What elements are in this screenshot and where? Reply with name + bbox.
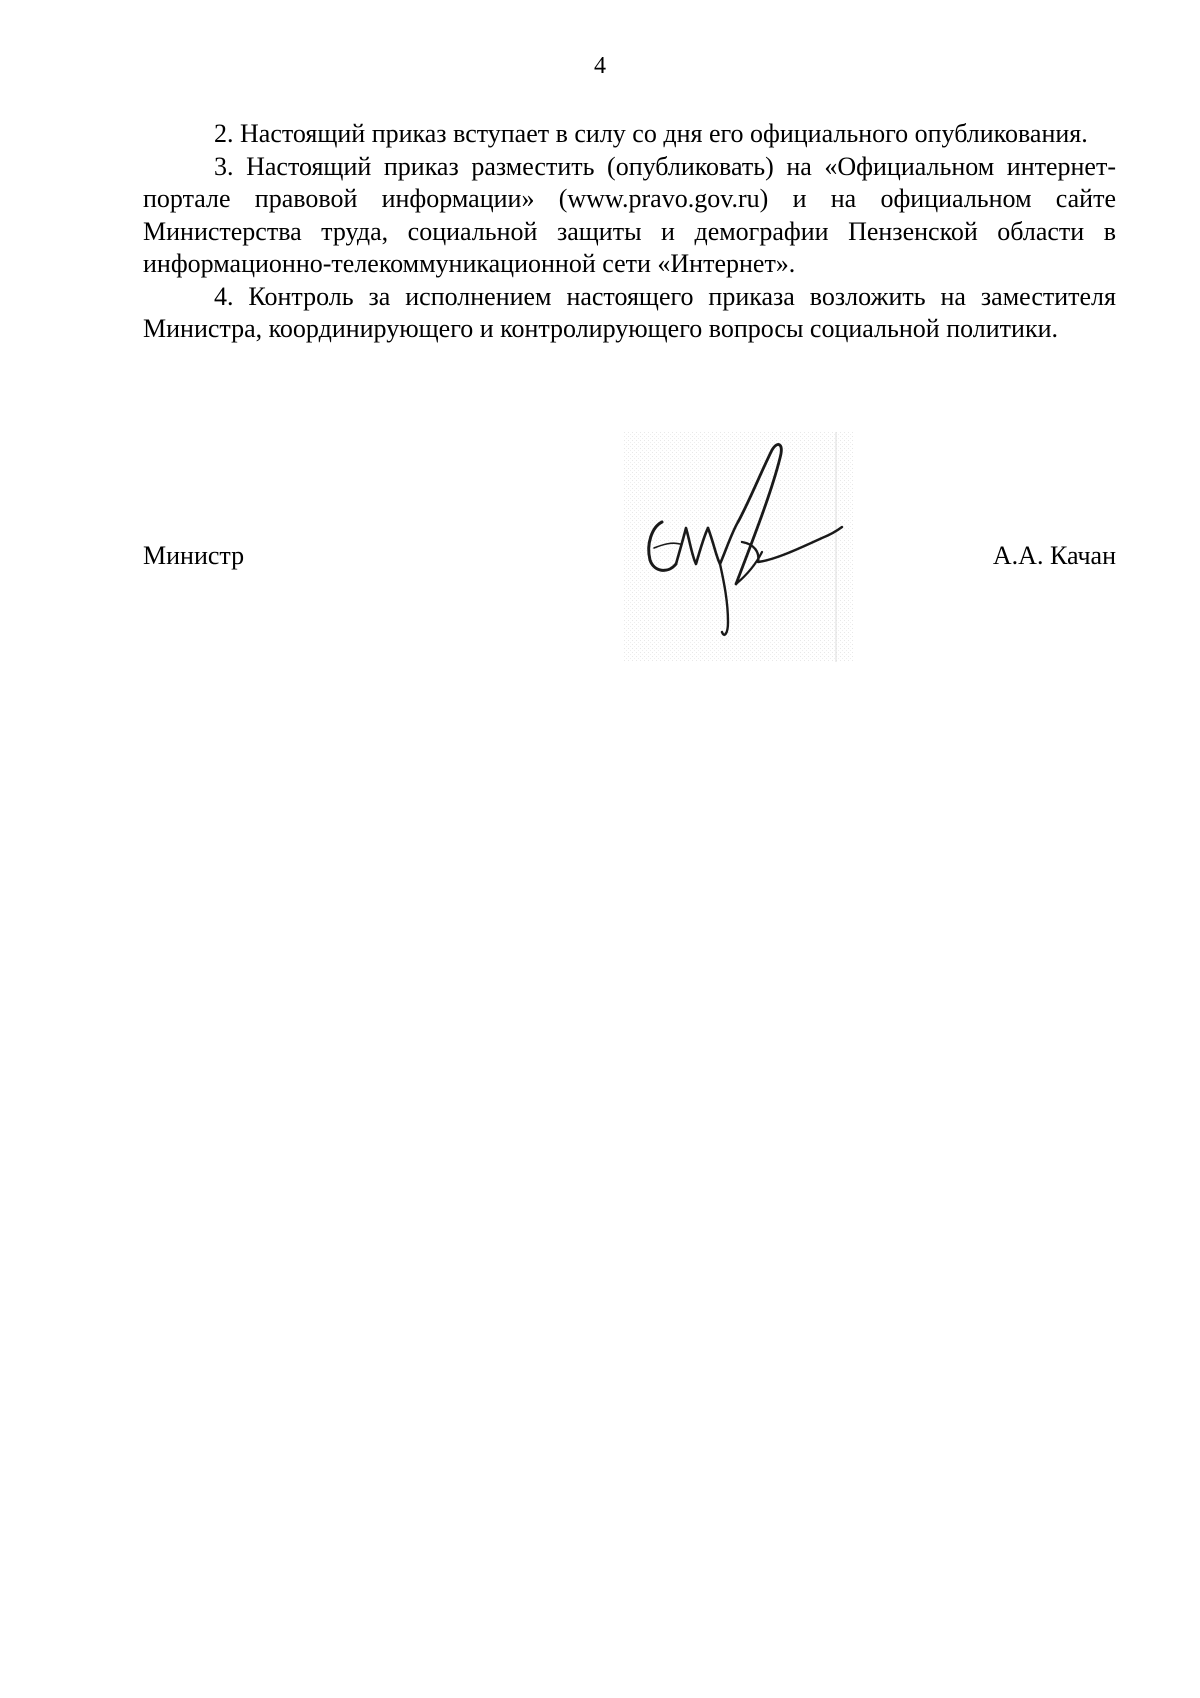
signature-block (143, 432, 1116, 662)
paragraph-3: 3. Настоящий приказ разместить (опубликовать) на «Официальном интернет-портале правовой информации» (www.pravo.gov.ru) и на официальном сайте Министерства труда, социальной защиты и демографии Пензенской области в информационно-телекоммуникационной сети «Интернет». (143, 151, 1116, 278)
signatory-name: А.А. Качан (992, 541, 1116, 570)
page-number: 4 (594, 53, 606, 79)
paragraph-2: 2. Настоящий приказ вступает в силу со дня его официального опубликования. (214, 119, 1088, 148)
signatory-title: Министр (143, 541, 245, 570)
paragraph-4: 4. Контроль за исполнением настоящего приказа возложить на заместителя Министра, координирующего и контролирующего вопросы социальной политики. (143, 281, 1116, 343)
document-body (143, 118, 1116, 346)
handwritten-signature (624, 432, 854, 662)
